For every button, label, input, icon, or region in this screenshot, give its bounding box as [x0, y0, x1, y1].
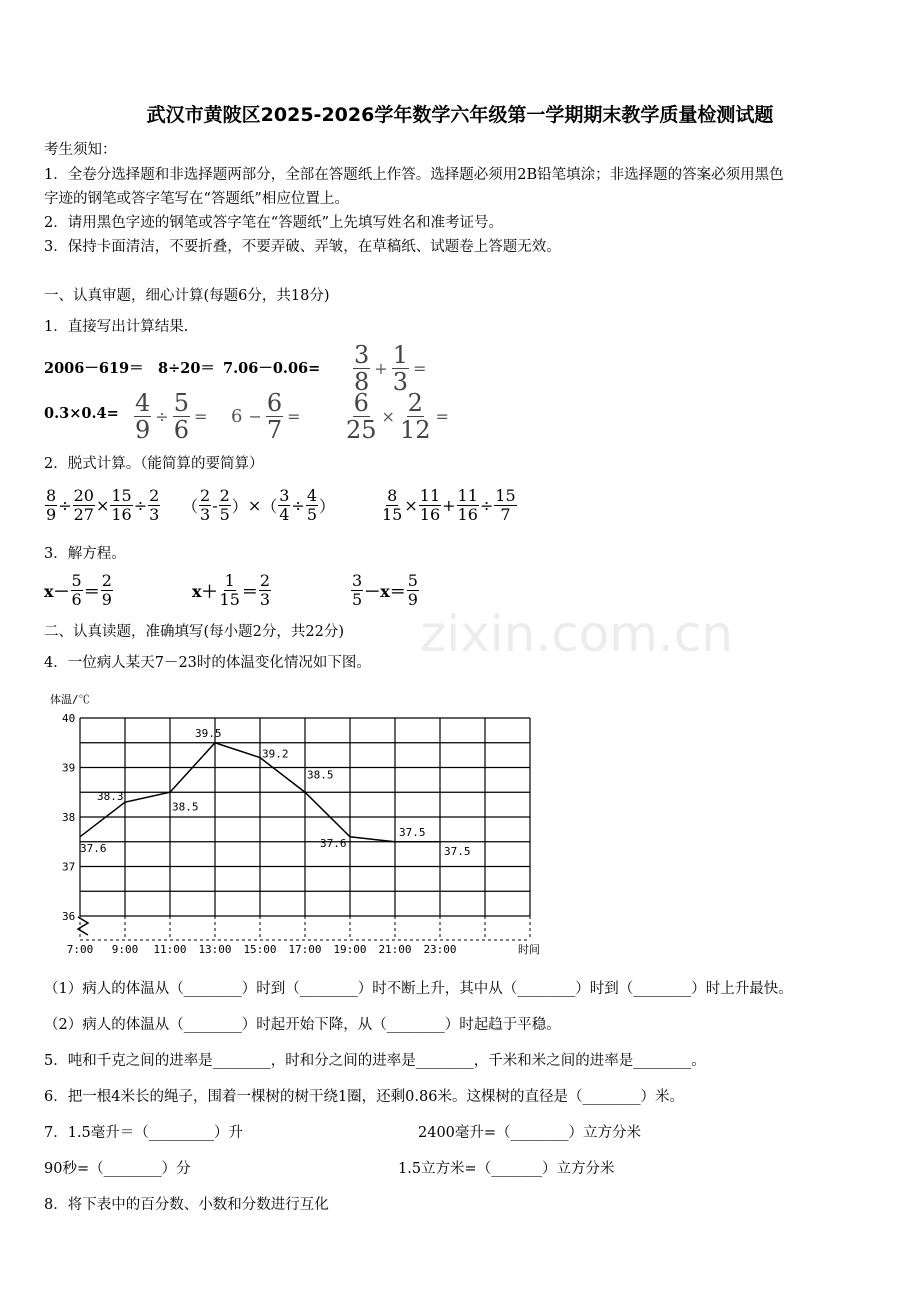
chart-x-tick-label: 23:00 — [423, 943, 457, 956]
q1-expr-f: $\frac{4}{9}$ ÷ $\frac{5}{6}$ = — [135, 389, 208, 445]
q3-equation-2: x＋ $\frac{1}{15}$ ＝ $\frac{2}{3}$ — [192, 571, 271, 609]
chart-x-tick-label: 9:00 — [111, 943, 139, 956]
notice-item-2: 2．请用黑色字迹的钢笔或答字笔在“答题纸”上先填写姓名和准考证号。 — [44, 215, 504, 231]
q1-expr-e: 0.3×0.4= — [44, 405, 119, 422]
question-2-label: 2．脱式计算。（能简算的要简算） — [44, 456, 264, 472]
chart-y-tick-label: 36 — [62, 910, 76, 923]
question-7-part-d: 1.5立方米=（_______）立方分米 — [398, 1161, 615, 1177]
q1-expr-h: $\frac{6}{25}$ × $\frac{2}{12}$ = — [346, 389, 449, 445]
chart-x-tick-label: 21:00 — [378, 943, 412, 956]
q2-expr-3: $\frac{8}{15}$ × $\frac{11}{16}$ + $\frac{11}{16}$ ÷ $\frac{15}{7}$ — [382, 486, 516, 524]
q1-expr-a: 2006－619＝ — [44, 360, 144, 377]
chart-data-label: 37.5 — [399, 825, 426, 839]
q1-expr-c: 7.06－0.06= — [223, 360, 321, 377]
chart-data-label: 38.3 — [97, 790, 124, 804]
chart-x-tick-label: 11:00 — [153, 943, 187, 956]
notice-item-1-line-1: 1．全卷分选择题和非选择题两部分，全部在答题纸上作答。选择题必须用2B铅笔填涂；非选择题的答案必须用黑色 — [44, 167, 784, 183]
notice-item-3: 3．保持卡面清洁，不要折叠，不要弄破、弄皱，在草稿纸、试题卷上答题无效。 — [44, 239, 561, 255]
chart-y-tick-label: 40 — [62, 712, 76, 725]
q3-equation-3: $\frac{3}{5}$ －x＝ $\frac{5}{9}$ — [352, 571, 418, 609]
q1-expr-d: $\frac{3}{8}$ + $\frac{1}{3}$ = — [354, 341, 427, 397]
chart-x-tick-label: 17:00 — [288, 943, 322, 956]
question-4-label: 4．一位病人某天7－23时的体温变化情况如下图。 — [44, 655, 371, 671]
question-7-part-a: 7．1.5毫升＝（_________）升 — [44, 1125, 244, 1141]
question-7-part-b: 2400毫升=（________）立方分米 — [418, 1125, 642, 1141]
chart-x-tick-label: 7:00 — [66, 943, 94, 956]
chart-data-label: 37.6 — [80, 841, 107, 855]
q3-equation-1: x－ $\frac{5}{6}$ ＝ $\frac{2}{9}$ — [44, 571, 112, 609]
chart-data-label: 37.6 — [320, 836, 347, 850]
q4-sub-question-1: （1）病人的体温从（________）时到（________）时不断上升，其中从（________）时到（________）时上升最快。 — [44, 981, 793, 997]
chart-x-axis-label: 时间 — [518, 943, 540, 956]
q1-expr-b: 8÷20＝ — [158, 360, 215, 377]
watermark: zixin.com.cn — [420, 605, 734, 663]
axis-break-icon — [78, 917, 88, 935]
chart-y-axis-label: 体温/℃ — [50, 693, 90, 706]
question-7-part-c: 90秒=（________）分 — [44, 1161, 191, 1177]
question-5: 5．吨和千克之间的进率是________，时和分之间的进率是________，千米和米之间的进率是________。 — [44, 1053, 706, 1069]
chart-x-tick-label: 13:00 — [198, 943, 232, 956]
q2-expr-2: （ $\frac{2}{3}$ - $\frac{2}{5}$ ） × （ $\frac{3}{4}$ ÷ $\frac{4}{5}$ ） — [182, 486, 336, 524]
question-8: 8．将下表中的百分数、小数和分数进行互化 — [44, 1197, 329, 1213]
q1-expr-g: 6 − $\frac{6}{7}$ = — [231, 389, 301, 445]
question-6: 6．把一根4米长的绳子，围着一棵树的树干绕1圈，还剩0.86米。这棵树的直径是（________）米。 — [44, 1089, 684, 1105]
chart-x-tick-label: 19:00 — [333, 943, 367, 956]
notice-item-1-line-2: 字迹的钢笔或答字笔写在“答题纸”相应位置上。 — [44, 191, 349, 207]
q2-expr-1: $\frac{8}{9}$ ÷ $\frac{20}{27}$ × $\frac{15}{16}$ ÷ $\frac{2}{3}$ — [46, 486, 160, 524]
notice-heading: 考生须知： — [44, 142, 117, 158]
question-1-label: 1．直接写出计算结果. — [44, 319, 189, 335]
chart-data-label: 38.5 — [307, 768, 334, 782]
chart-data-label: 39.5 — [195, 726, 222, 740]
section-2-heading: 二、认真读题，准确填写(每小题2分，共22分) — [44, 624, 344, 640]
page-title: 武汉市黄陂区2025-2026学年数学六年级第一学期期末教学质量检测试题 — [146, 104, 774, 126]
q4-sub-question-2: （2）病人的体温从（________）时起开始下降，从（________）时起趋于平稳。 — [44, 1017, 561, 1033]
question-3-label: 3．解方程。 — [44, 546, 126, 562]
temperature-line-chart — [40, 685, 560, 965]
chart-data-label: 38.5 — [172, 800, 199, 814]
chart-data-label: 39.2 — [262, 747, 289, 761]
chart-x-tick-label: 15:00 — [243, 943, 277, 956]
chart-y-tick-label: 39 — [62, 761, 76, 775]
section-1-heading: 一、认真审题，细心计算(每题6分，共18分) — [44, 288, 330, 304]
chart-y-tick-label: 38 — [62, 811, 76, 824]
chart-data-label: 37.5 — [444, 844, 471, 858]
chart-y-tick-label: 37 — [62, 860, 76, 874]
